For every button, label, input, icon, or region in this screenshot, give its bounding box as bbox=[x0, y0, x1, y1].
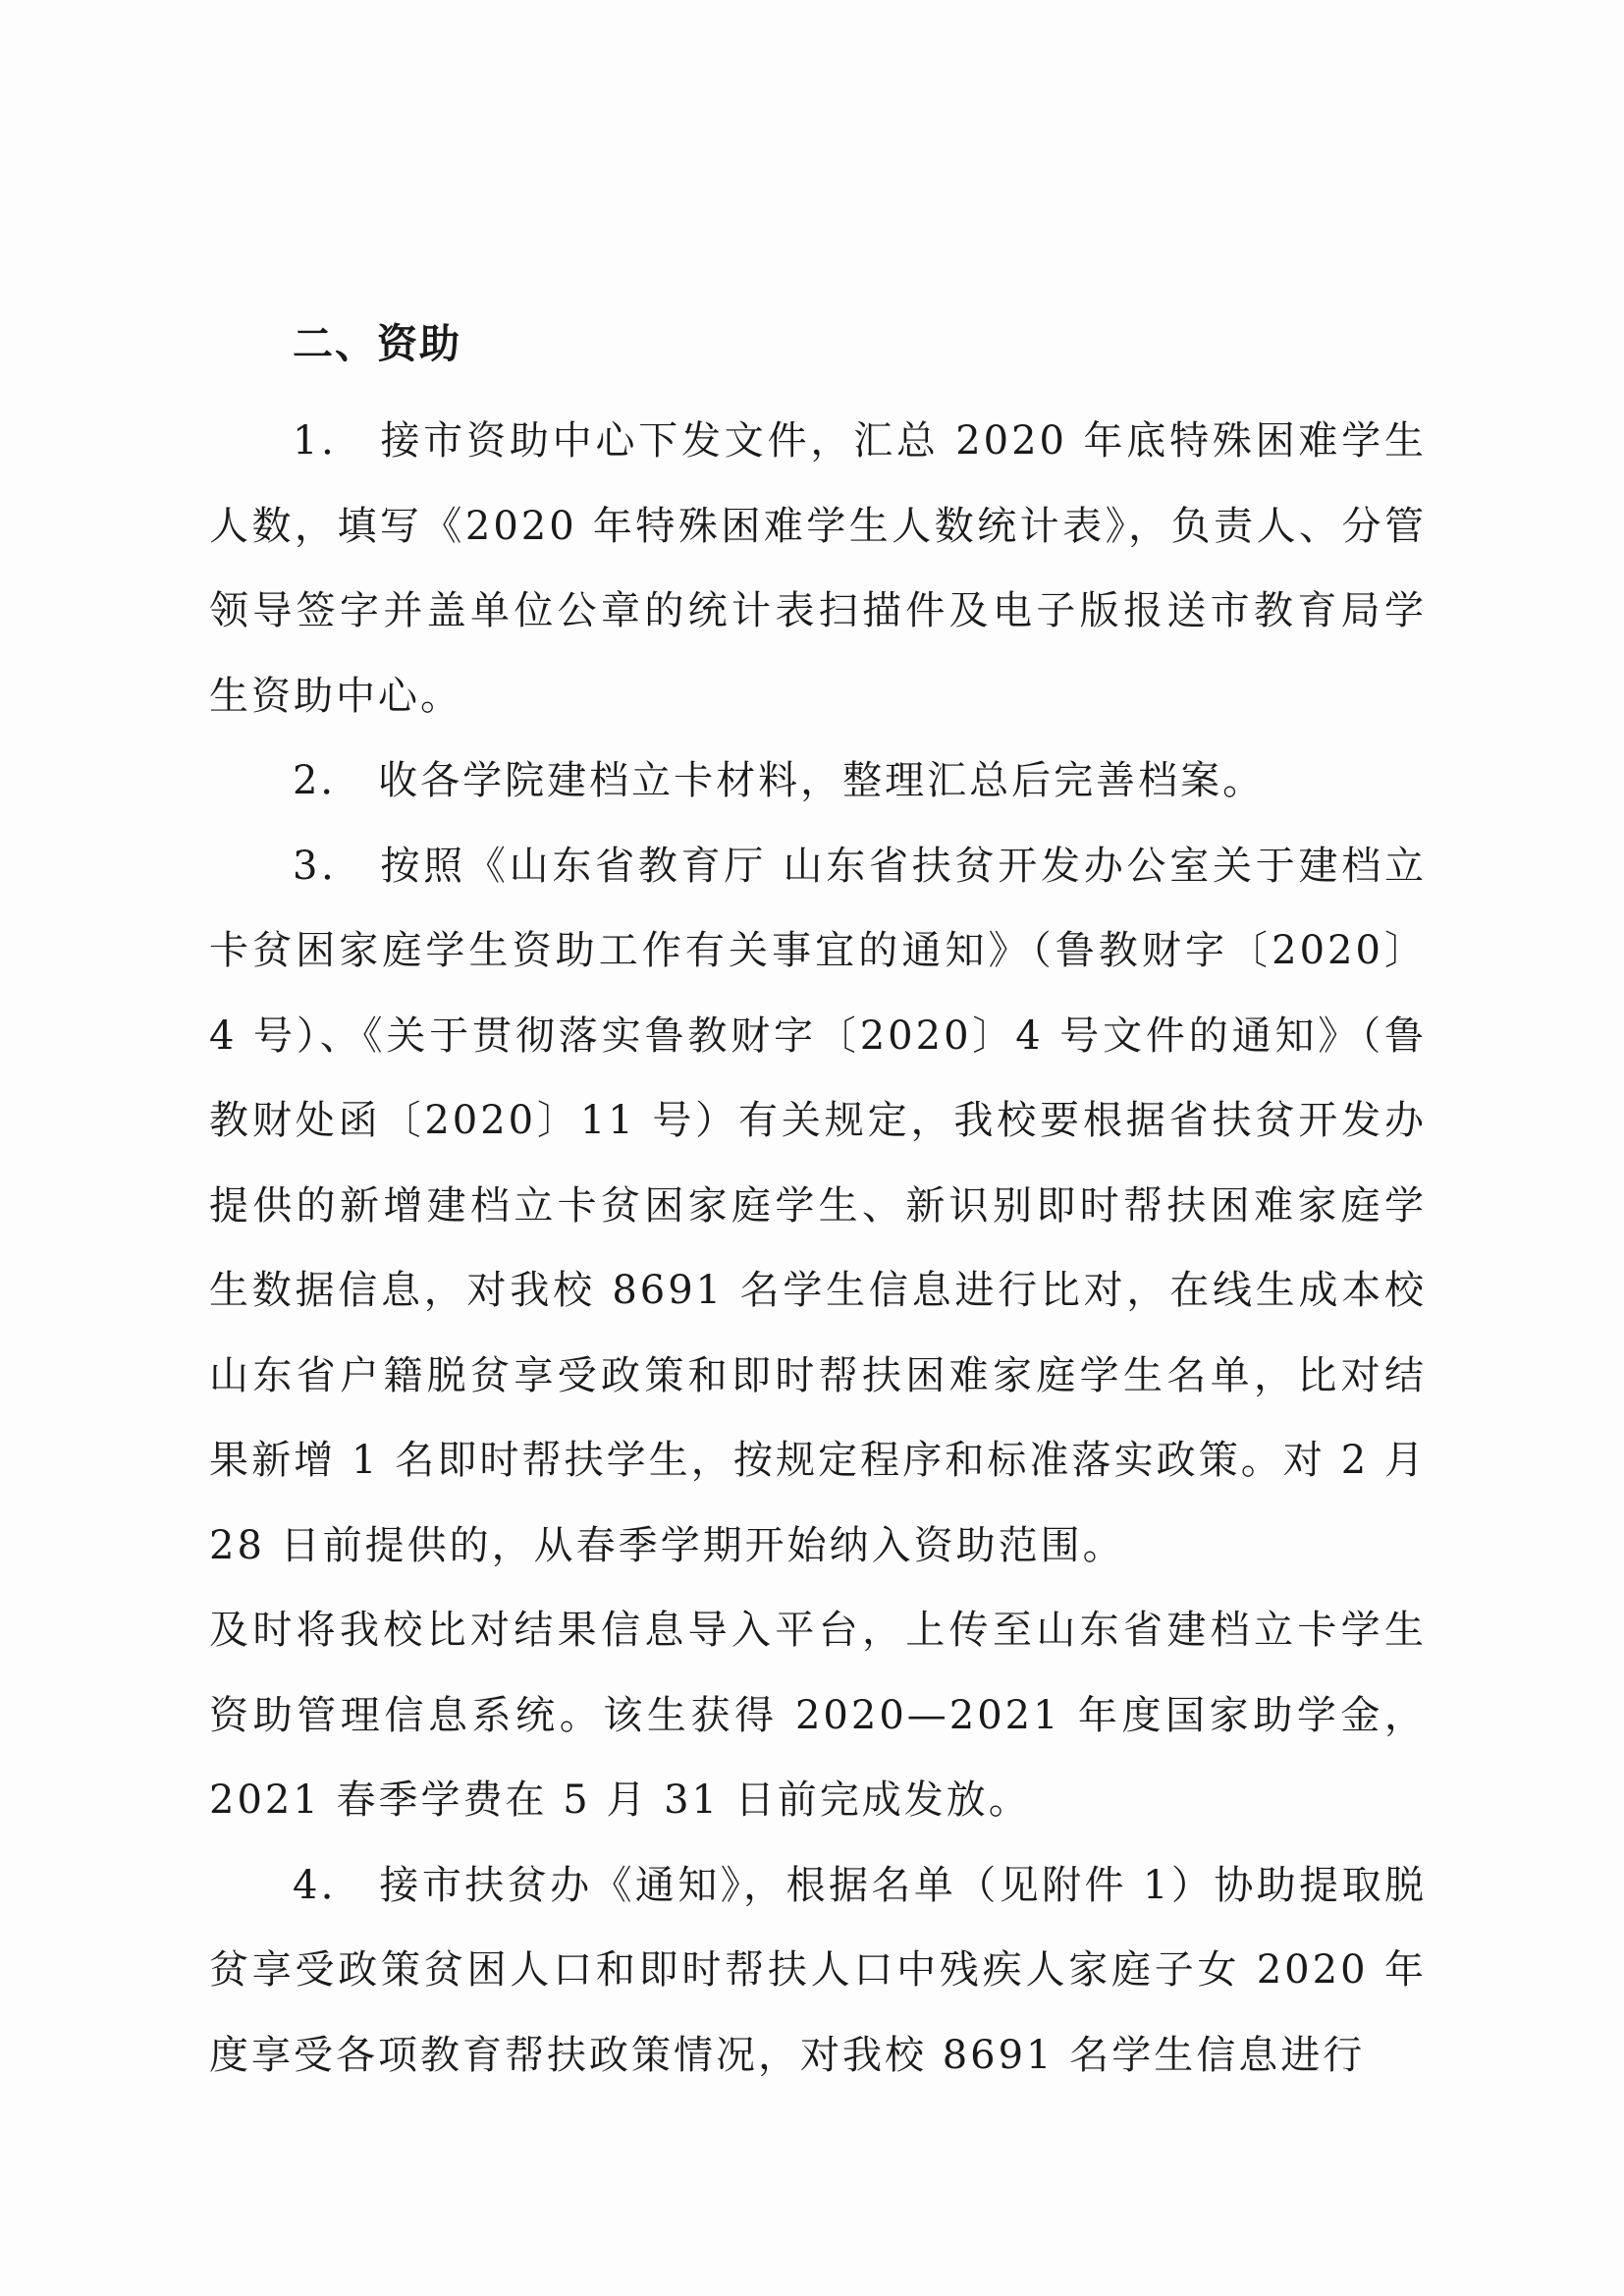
paragraph-3: 3． 按照《山东省教育厅 山东省扶贫开发办公室关于建档立卡贫困家庭学生资助工作有关事宜的通知》（鲁教财字〔2020〕4 号）、《关于贯彻落实鲁教财字〔2020〕4 号文件的通知》（鲁教财处函〔2020〕11 号）有关规定，我校要根据省扶贫开发办提供的新增建档立卡贫困家庭学生、新识别即时帮扶困难家庭学生数据信息，对我校 8691 名学生信息进行比对，在线生成本校山东省户籍脱贫享受政策和即时帮扶困难家庭学生名单，比对结果新增 1 名即时帮扶学生，按规定程序和标准落实政策。对 2 月 28 日前提供的，从春季学期开始纳入资助范围。 bbox=[209, 843, 1427, 1568]
paragraph-1: 1． 接市资助中心下发文件，汇总 2020 年底特殊困难学生人数，填写《2020 年特殊困难学生人数统计表》，负责人、分管领导签字并盖单位公章的统计表扫描件及电子版报送市教育局学生资助中心。 bbox=[209, 418, 1427, 719]
paragraph-3-continuation: 及时将我校比对结果信息导入平台，上传至山东省建档立卡学生资助管理信息系统。该生获得 2020—2021 年度国家助学金，2021 春季学费在 5 月 31 日前完成发放。 bbox=[209, 1608, 1427, 1823]
paragraph-4: 4． 接市扶贫办《通知》，根据名单（见附件 1）协助提取脱贫享受政策贫困人口和即时帮扶人口中残疾人家庭子女 2020 年度享受各项教育帮扶政策情况，对我校 8691 名学生信息进行 bbox=[209, 1862, 1427, 2078]
paragraph-2: 2． 收各学院建档立卡材料，整理汇总后完善档案。 bbox=[293, 758, 1266, 803]
section-heading: 二、资助 bbox=[293, 320, 461, 367]
document-body bbox=[209, 314, 1427, 2098]
